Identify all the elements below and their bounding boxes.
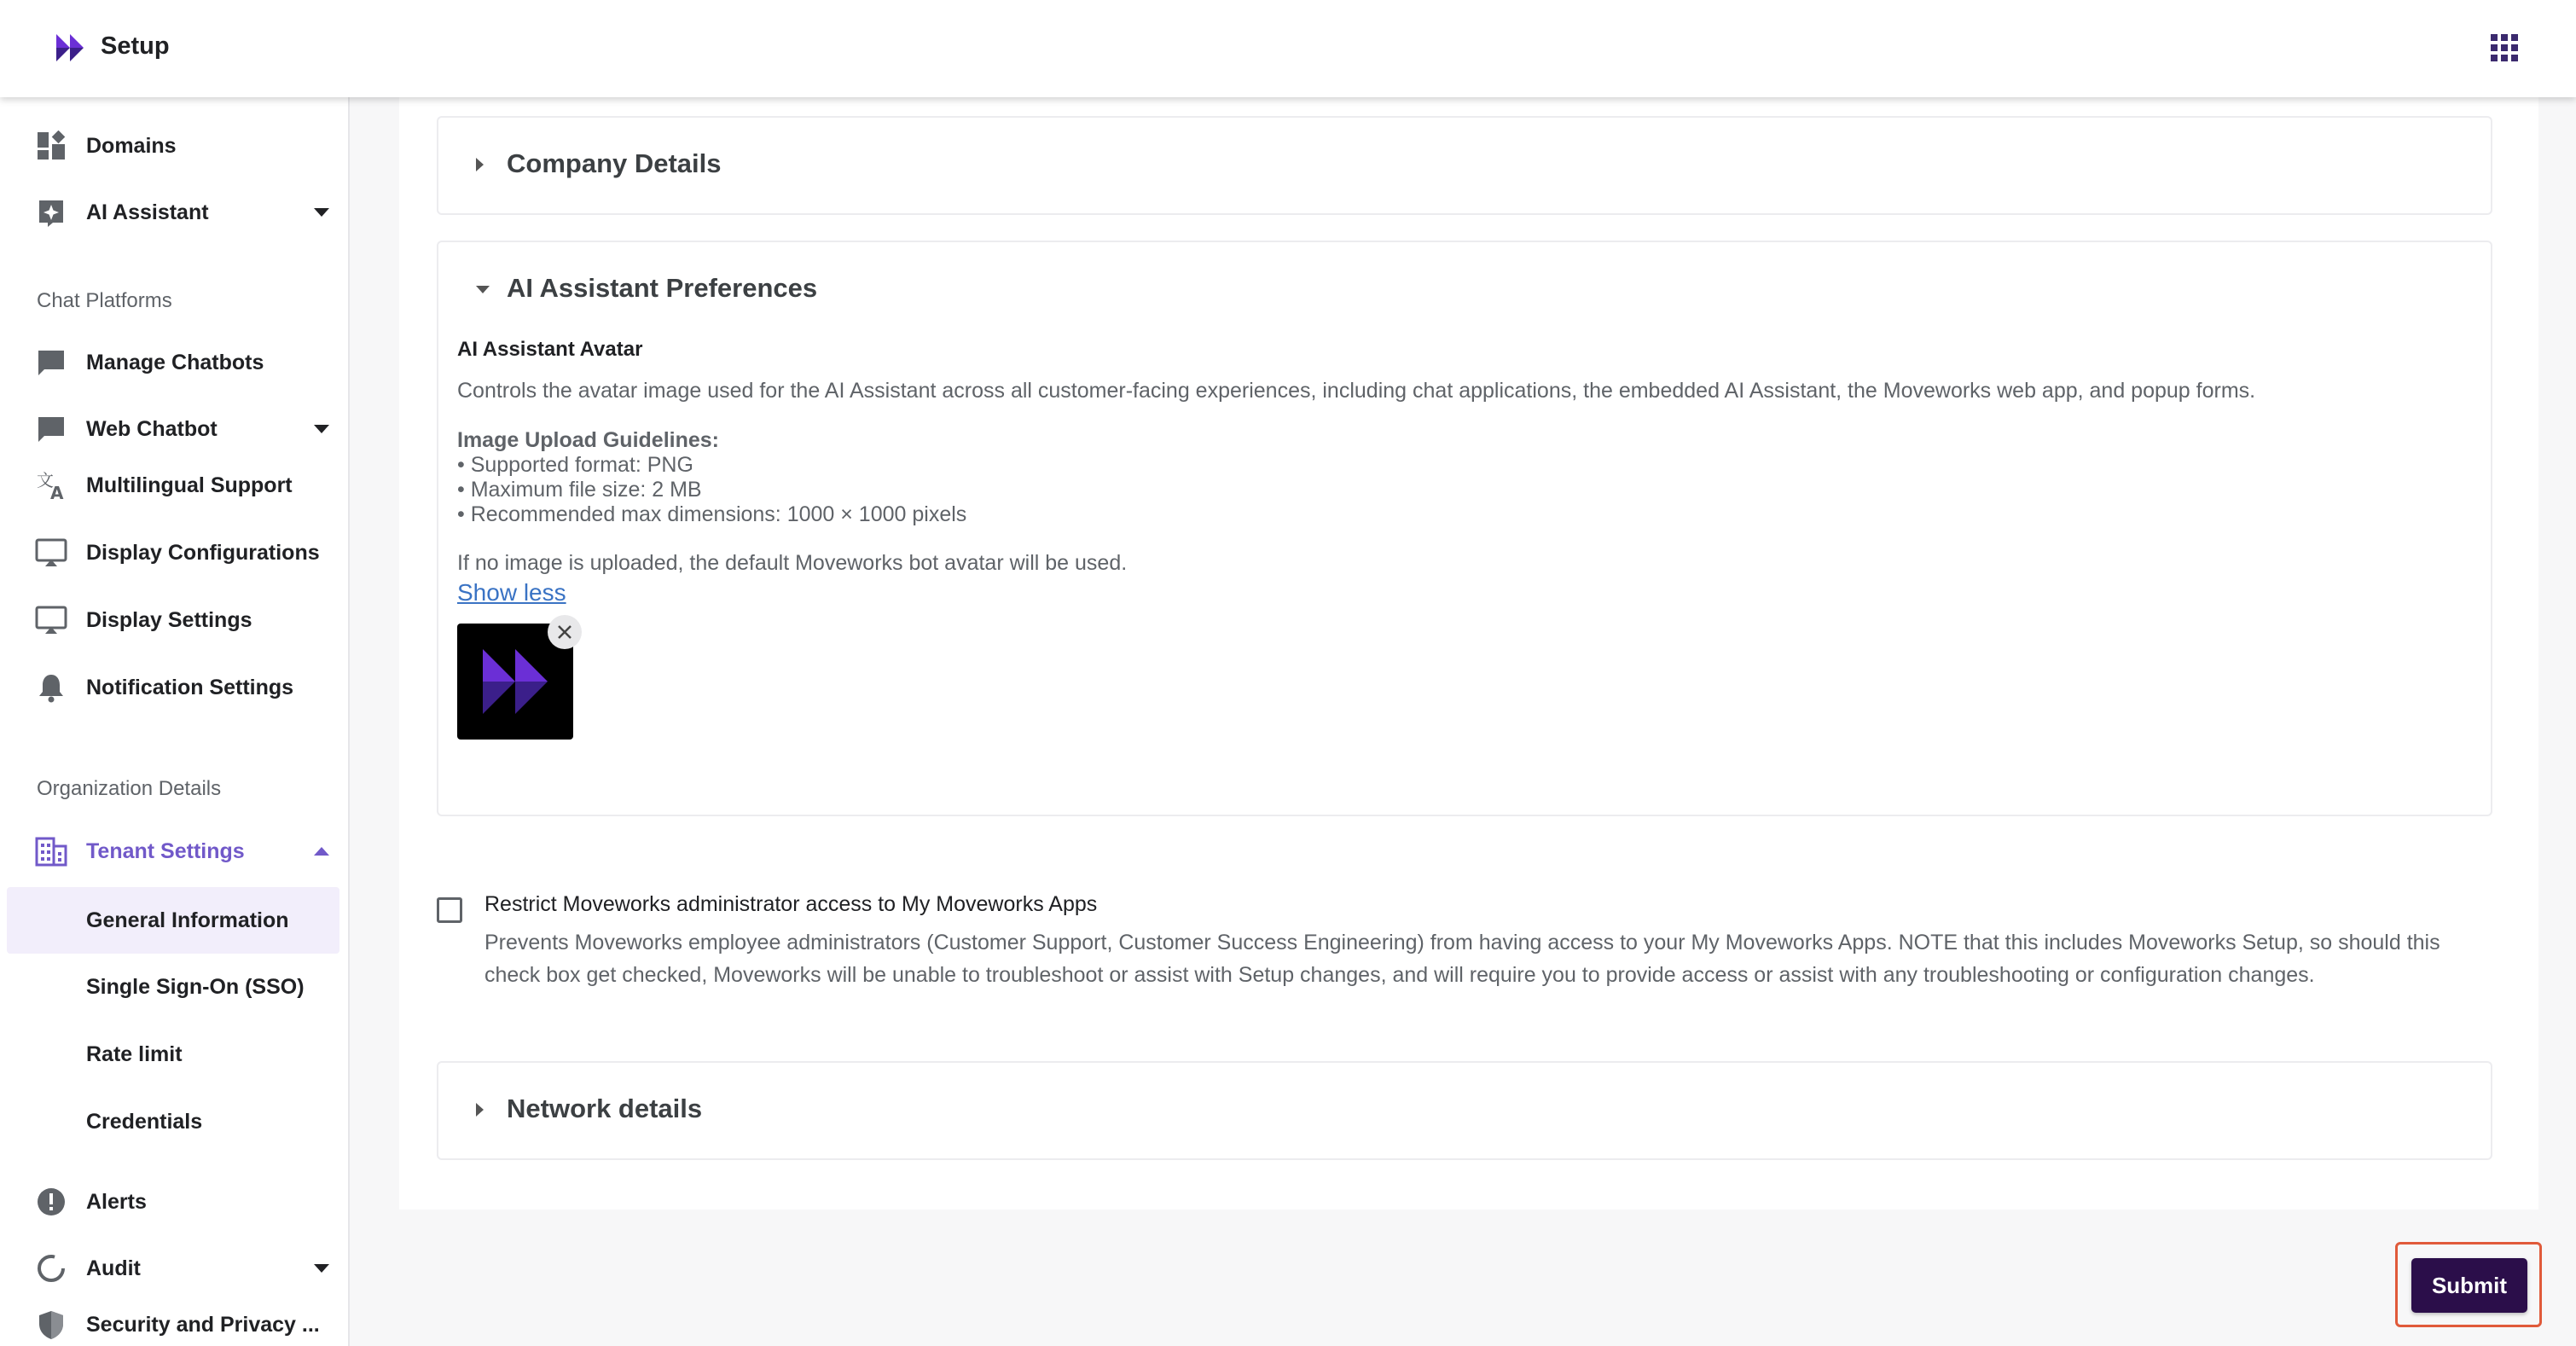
shield-icon — [34, 1308, 68, 1342]
show-less-link[interactable]: Show less — [457, 579, 566, 606]
chat-icon — [34, 345, 68, 380]
svg-text:A: A — [50, 483, 64, 502]
sidebar-item-label: Rate limit — [86, 1041, 183, 1066]
bell-icon — [34, 670, 68, 705]
section-label-organization-details: Organization Details — [37, 777, 222, 800]
sidebar-item-label: Display Configurations — [86, 540, 320, 565]
sidebar-item-general-information[interactable] — [7, 887, 339, 954]
sidebar-item-alerts[interactable] — [7, 1172, 339, 1232]
avatar-description: Controls the avatar image used for the AI Assistant across all customer-facing experiences, including chat applications, the embedded AI Assistant, the Moveworks web app, and popup forms. — [457, 379, 2256, 403]
company-details-header[interactable] — [438, 118, 2491, 212]
top-bar — [0, 0, 2576, 97]
submit-button[interactable]: Submit — [2411, 1258, 2527, 1313]
guideline-item: • Supported format: PNG — [457, 453, 693, 477]
sidebar-item-label: Notification Settings — [86, 675, 294, 699]
sidebar-item-label: Display Settings — [86, 607, 252, 632]
close-icon — [555, 623, 574, 641]
chevron-down-icon[interactable] — [314, 208, 329, 217]
sidebar-item-manage-chatbots[interactable] — [7, 333, 339, 392]
sidebar-item-label: Web Chatbot — [86, 416, 218, 441]
sidebar-item-label: Alerts — [86, 1189, 147, 1214]
network-details-header[interactable] — [438, 1063, 2491, 1157]
chevron-right-icon — [476, 1103, 484, 1117]
submit-highlight — [2395, 1242, 2542, 1327]
chat-icon — [34, 412, 68, 446]
sidebar — [0, 97, 350, 1346]
sidebar-item-domains[interactable] — [7, 116, 339, 176]
guideline-item: • Maximum file size: 2 MB — [457, 478, 702, 502]
section-label-chat-platforms: Chat Platforms — [37, 289, 172, 312]
chevron-down-icon[interactable] — [314, 425, 329, 433]
ai-assistant-preferences-section — [437, 241, 2492, 816]
sidebar-item-label: Multilingual Support — [86, 473, 293, 497]
sidebar-item-label: Credentials — [86, 1109, 203, 1134]
app-grid-icon[interactable] — [2491, 34, 2518, 61]
restrict-access-description: Prevents Moveworks employee administrators (Customer Support, Customer Success Engineering) from having access to your My Moveworks Apps. NOTE that this includes Moveworks Setup, so should this check box get checked, Moveworks will be unable to troubleshoot or assist with Setup changes, and will require you to provide access or assist with any troubleshooting or configuration changes. — [484, 931, 2440, 987]
chevron-right-icon — [476, 158, 484, 171]
sidebar-item-display-configurations[interactable] — [7, 523, 339, 583]
avatar-title: AI Assistant Avatar — [457, 338, 643, 361]
sidebar-item-tenant-settings[interactable] — [7, 821, 339, 881]
guidelines-title: Image Upload Guidelines: — [457, 428, 719, 452]
section-title: Network details — [507, 1094, 703, 1123]
sidebar-item-display-settings[interactable] — [7, 590, 339, 650]
section-title: AI Assistant Preferences — [507, 273, 818, 303]
sidebar-item-label: Manage Chatbots — [86, 350, 264, 374]
sidebar-item-multilingual-support[interactable] — [7, 455, 339, 515]
moveworks-logo-icon[interactable] — [55, 32, 87, 63]
sidebar-item-rate-limit[interactable] — [7, 1024, 339, 1084]
no-image-note: If no image is uploaded, the default Moveworks bot avatar will be used. — [457, 551, 1128, 575]
app-title: Setup — [101, 32, 170, 60]
sidebar-item-label: Tenant Settings — [86, 838, 245, 863]
chevron-down-icon[interactable] — [314, 1264, 329, 1273]
sidebar-item-web-chatbot[interactable] — [7, 399, 339, 459]
dashboard-icon — [34, 129, 68, 163]
sidebar-item-label: Audit — [86, 1256, 141, 1280]
sidebar-item-audit[interactable] — [7, 1239, 339, 1298]
sidebar-item-single-sign-on[interactable] — [7, 957, 339, 1017]
ai-assistant-preferences-body — [457, 338, 2470, 740]
sidebar-item-label: General Information — [86, 908, 289, 932]
restrict-access-label: Restrict Moveworks administrator access to My Moveworks Apps — [484, 892, 1098, 916]
section-title: Company Details — [507, 148, 722, 178]
monitor-icon — [34, 536, 68, 570]
svg-text:文: 文 — [37, 470, 54, 490]
network-details-section — [437, 1061, 2492, 1160]
sidebar-item-label: Security and Privacy ... — [86, 1312, 320, 1337]
sidebar-item-notification-settings[interactable] — [7, 658, 339, 717]
sidebar-item-label: Domains — [86, 133, 177, 158]
audit-icon — [34, 1251, 68, 1285]
sidebar-item-ai-assistant[interactable] — [7, 183, 339, 242]
sidebar-item-label: AI Assistant — [86, 200, 209, 224]
sidebar-item-security-privacy[interactable] — [7, 1295, 339, 1346]
avatar-preview — [457, 624, 573, 740]
guideline-item: • Recommended max dimensions: 1000 × 1000 pixels — [457, 502, 967, 526]
translate-icon — [34, 468, 68, 502]
ai-assistant-preferences-header[interactable] — [438, 242, 2491, 336]
chevron-up-icon[interactable] — [314, 847, 329, 856]
sparkle-icon — [34, 195, 68, 229]
company-details-section — [437, 116, 2492, 215]
chevron-down-icon — [476, 286, 490, 293]
monitor-icon — [34, 603, 68, 637]
alert-icon — [34, 1185, 68, 1219]
sidebar-item-label: Single Sign-On (SSO) — [86, 974, 305, 999]
sidebar-item-credentials[interactable] — [7, 1092, 339, 1152]
remove-avatar-button[interactable] — [548, 615, 582, 649]
main-content — [399, 97, 2538, 1210]
building-icon — [34, 834, 68, 868]
restrict-access-checkbox[interactable] — [437, 897, 462, 923]
